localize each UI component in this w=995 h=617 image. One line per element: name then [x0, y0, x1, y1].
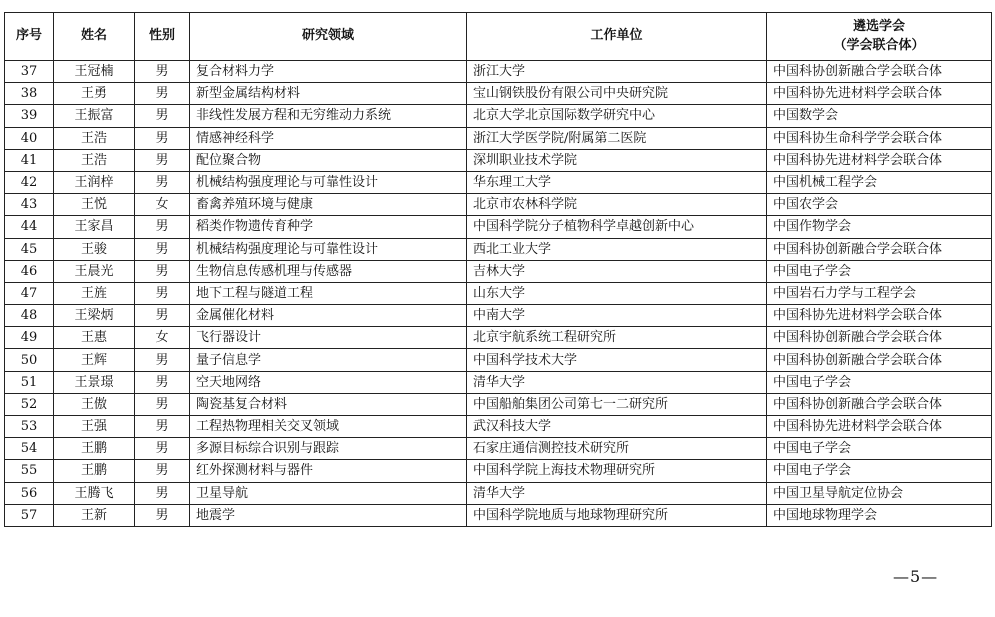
cell-unit: 华东理工大学 [467, 171, 767, 193]
cell-society: 中国科协创新融合学会联合体 [767, 327, 992, 349]
cell-number: 43 [5, 194, 54, 216]
cell-unit: 中国船舶集团公司第七一二研究所 [467, 393, 767, 415]
cell-name: 王浩 [54, 127, 135, 149]
cell-field: 生物信息传感机理与传感器 [190, 260, 467, 282]
cell-field: 多源目标综合识别与跟踪 [190, 438, 467, 460]
cell-field: 非线性发展方程和无穷维动力系统 [190, 105, 467, 127]
cell-number: 53 [5, 416, 54, 438]
cell-society: 中国作物学会 [767, 216, 992, 238]
cell-field: 机械结构强度理论与可靠性设计 [190, 238, 467, 260]
cell-unit: 深圳职业技术学院 [467, 149, 767, 171]
cell-number: 57 [5, 504, 54, 526]
cell-society: 中国科协先进材料学会联合体 [767, 149, 992, 171]
cell-society: 中国科协先进材料学会联合体 [767, 305, 992, 327]
cell-field: 地下工程与隧道工程 [190, 282, 467, 304]
cell-name: 王冠楠 [54, 61, 135, 83]
cell-gender: 男 [135, 83, 190, 105]
cell-gender: 女 [135, 194, 190, 216]
cell-field: 量子信息学 [190, 349, 467, 371]
roster-table-container [4, 12, 991, 527]
cell-name: 王振富 [54, 105, 135, 127]
cell-gender: 男 [135, 504, 190, 526]
cell-field: 配位聚合物 [190, 149, 467, 171]
cell-name: 王傲 [54, 393, 135, 415]
cell-society: 中国地球物理学会 [767, 504, 992, 526]
cell-gender: 男 [135, 438, 190, 460]
cell-name: 王浩 [54, 149, 135, 171]
table-row [5, 127, 992, 149]
table-row [5, 105, 992, 127]
table-row [5, 371, 992, 393]
cell-name: 王润梓 [54, 171, 135, 193]
table-row [5, 260, 992, 282]
cell-gender: 女 [135, 327, 190, 349]
cell-name: 王腾飞 [54, 482, 135, 504]
cell-number: 49 [5, 327, 54, 349]
table-row [5, 238, 992, 260]
cell-gender: 男 [135, 305, 190, 327]
cell-unit: 中南大学 [467, 305, 767, 327]
cell-society: 中国电子学会 [767, 460, 992, 482]
cell-field: 红外探测材料与器件 [190, 460, 467, 482]
table-header-row [5, 13, 992, 61]
cell-number: 52 [5, 393, 54, 415]
cell-name: 王鹏 [54, 438, 135, 460]
cell-field: 稻类作物遗传育种学 [190, 216, 467, 238]
cell-unit: 宝山钢铁股份有限公司中央研究院 [467, 83, 767, 105]
table-row [5, 416, 992, 438]
table-row [5, 216, 992, 238]
table-row [5, 171, 992, 193]
cell-field: 陶瓷基复合材料 [190, 393, 467, 415]
cell-society: 中国数学会 [767, 105, 992, 127]
cell-number: 50 [5, 349, 54, 371]
cell-unit: 中国科学院分子植物科学卓越创新中心 [467, 216, 767, 238]
cell-number: 41 [5, 149, 54, 171]
cell-name: 王新 [54, 504, 135, 526]
cell-unit: 中国科学院上海技术物理研究所 [467, 460, 767, 482]
cell-unit: 西北工业大学 [467, 238, 767, 260]
cell-field: 空天地网络 [190, 371, 467, 393]
cell-name: 王惠 [54, 327, 135, 349]
cell-unit: 清华大学 [467, 482, 767, 504]
cell-gender: 男 [135, 127, 190, 149]
cell-gender: 男 [135, 282, 190, 304]
cell-number: 45 [5, 238, 54, 260]
cell-name: 王骏 [54, 238, 135, 260]
cell-gender: 男 [135, 393, 190, 415]
table-row [5, 61, 992, 83]
cell-field: 卫星导航 [190, 482, 467, 504]
header-society [767, 13, 992, 61]
cell-society: 中国农学会 [767, 194, 992, 216]
cell-society: 中国科协先进材料学会联合体 [767, 83, 992, 105]
cell-unit: 北京市农林科学院 [467, 194, 767, 216]
cell-society: 中国电子学会 [767, 371, 992, 393]
header-society-line1: 遴选学会 [852, 19, 905, 35]
cell-number: 48 [5, 305, 54, 327]
cell-gender: 男 [135, 260, 190, 282]
cell-name: 王悦 [54, 194, 135, 216]
table-row [5, 327, 992, 349]
cell-number: 46 [5, 260, 54, 282]
cell-name: 王鹏 [54, 460, 135, 482]
table-row [5, 460, 992, 482]
cell-field: 复合材料力学 [190, 61, 467, 83]
cell-field: 地震学 [190, 504, 467, 526]
cell-field: 飞行器设计 [190, 327, 467, 349]
table-row [5, 282, 992, 304]
cell-society: 中国电子学会 [767, 260, 992, 282]
header-field: 研究领域 [190, 13, 467, 61]
cell-number: 47 [5, 282, 54, 304]
table-row [5, 504, 992, 526]
cell-unit: 清华大学 [467, 371, 767, 393]
cell-unit: 中国科学院地质与地球物理研究所 [467, 504, 767, 526]
header-gender: 性别 [135, 13, 190, 61]
cell-number: 51 [5, 371, 54, 393]
roster-table [4, 12, 992, 527]
cell-field: 工程热物理相关交叉领域 [190, 416, 467, 438]
cell-gender: 男 [135, 216, 190, 238]
table-body [5, 61, 992, 527]
cell-society: 中国科协先进材料学会联合体 [767, 416, 992, 438]
table-row [5, 482, 992, 504]
cell-field: 情感神经科学 [190, 127, 467, 149]
table-row [5, 83, 992, 105]
cell-gender: 男 [135, 416, 190, 438]
cell-society: 中国科协创新融合学会联合体 [767, 238, 992, 260]
cell-unit: 中国科学技术大学 [467, 349, 767, 371]
cell-number: 42 [5, 171, 54, 193]
cell-name: 王晨光 [54, 260, 135, 282]
cell-number: 39 [5, 105, 54, 127]
cell-society: 中国科协生命科学学会联合体 [767, 127, 992, 149]
cell-number: 56 [5, 482, 54, 504]
cell-gender: 男 [135, 238, 190, 260]
cell-field: 新型金属结构材料 [190, 83, 467, 105]
cell-name: 王辉 [54, 349, 135, 371]
cell-number: 44 [5, 216, 54, 238]
table-row [5, 393, 992, 415]
cell-unit: 山东大学 [467, 282, 767, 304]
table-row [5, 305, 992, 327]
cell-number: 38 [5, 83, 54, 105]
cell-name: 王景璟 [54, 371, 135, 393]
cell-field: 金属催化材料 [190, 305, 467, 327]
cell-society: 中国岩石力学与工程学会 [767, 282, 992, 304]
cell-gender: 男 [135, 482, 190, 504]
table-row [5, 349, 992, 371]
cell-unit: 浙江大学医学院/附属第二医院 [467, 127, 767, 149]
cell-gender: 男 [135, 171, 190, 193]
cell-gender: 男 [135, 349, 190, 371]
page-number: —5— [893, 567, 939, 586]
cell-society: 中国电子学会 [767, 438, 992, 460]
cell-field: 机械结构强度理论与可靠性设计 [190, 171, 467, 193]
header-society-line2: （学会联合体） [833, 37, 925, 53]
table-row [5, 438, 992, 460]
cell-unit: 石家庄通信测控技术研究所 [467, 438, 767, 460]
cell-unit: 北京大学北京国际数学研究中心 [467, 105, 767, 127]
cell-name: 王家昌 [54, 216, 135, 238]
cell-society: 中国科协创新融合学会联合体 [767, 61, 992, 83]
table-row [5, 149, 992, 171]
cell-gender: 男 [135, 460, 190, 482]
cell-society: 中国科协创新融合学会联合体 [767, 393, 992, 415]
cell-gender: 男 [135, 149, 190, 171]
cell-name: 王旌 [54, 282, 135, 304]
cell-unit: 浙江大学 [467, 61, 767, 83]
cell-gender: 男 [135, 61, 190, 83]
cell-name: 王勇 [54, 83, 135, 105]
header-unit: 工作单位 [467, 13, 767, 61]
header-name: 姓名 [54, 13, 135, 61]
cell-unit: 武汉科技大学 [467, 416, 767, 438]
cell-number: 37 [5, 61, 54, 83]
cell-name: 王梁炳 [54, 305, 135, 327]
cell-society: 中国机械工程学会 [767, 171, 992, 193]
cell-unit: 吉林大学 [467, 260, 767, 282]
cell-society: 中国科协创新融合学会联合体 [767, 349, 992, 371]
cell-number: 40 [5, 127, 54, 149]
cell-society: 中国卫星导航定位协会 [767, 482, 992, 504]
header-number: 序号 [5, 13, 54, 61]
cell-unit: 北京宇航系统工程研究所 [467, 327, 767, 349]
table-row [5, 194, 992, 216]
cell-name: 王强 [54, 416, 135, 438]
cell-field: 畜禽养殖环境与健康 [190, 194, 467, 216]
cell-number: 55 [5, 460, 54, 482]
cell-number: 54 [5, 438, 54, 460]
cell-gender: 男 [135, 371, 190, 393]
cell-gender: 男 [135, 105, 190, 127]
